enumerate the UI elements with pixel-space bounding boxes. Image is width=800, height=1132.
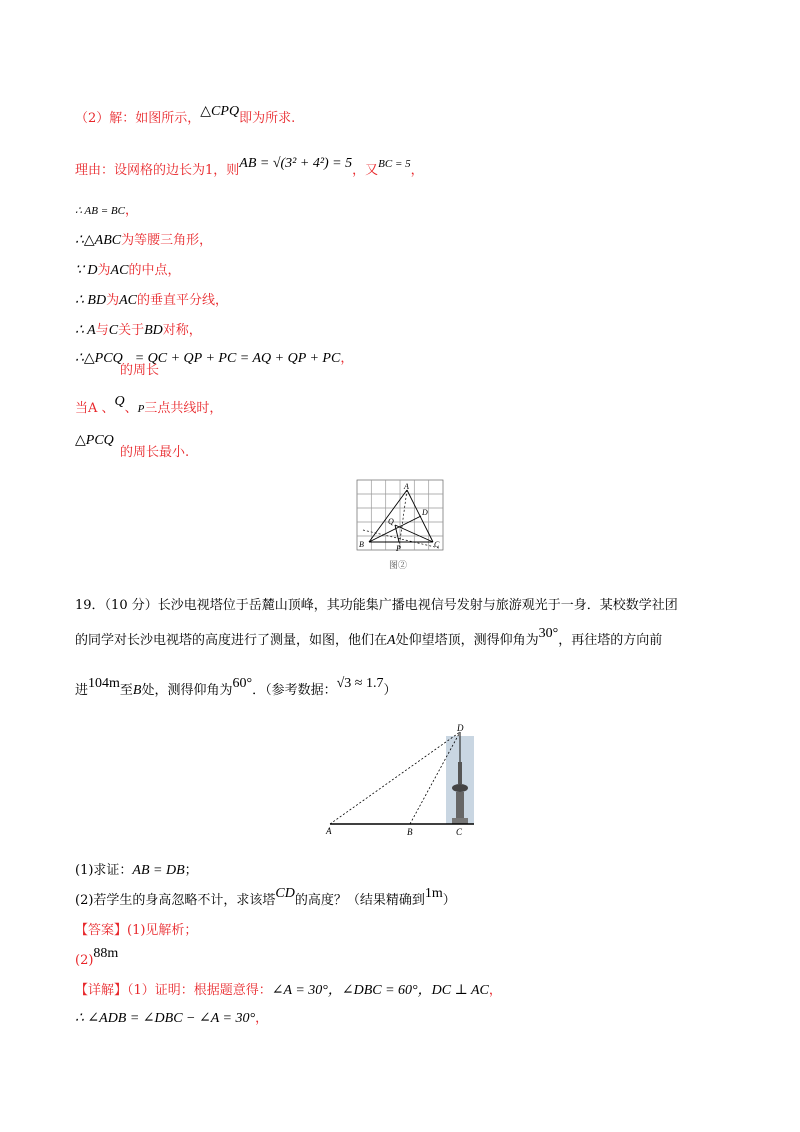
answer-text: (1)见解析； xyxy=(127,923,198,938)
fig19-label-a: A xyxy=(326,826,332,836)
grid-figure xyxy=(355,478,445,553)
minimum-text: 的周长最小. xyxy=(120,445,190,460)
step-math: ∴△ABC xyxy=(75,233,122,248)
q19-line2-mid: 处仰望塔顶，测得仰角为 xyxy=(395,633,539,648)
step-text: 为等腰三角形， xyxy=(121,233,213,248)
fig19-label-b: B xyxy=(407,827,413,837)
tower-figure xyxy=(320,722,480,837)
detail-text: （1）证明：根据题意得： xyxy=(127,983,272,998)
collinear-sep: 、 xyxy=(124,401,138,416)
reason-prefix: 理由：设网格的边长为1，则 xyxy=(75,163,240,178)
q19-line1: 19．（10 分）长沙电视塔位于岳麓山顶峰，其功能集广播电视信号发射与旅游观光于一身．某校数学社团 xyxy=(75,598,678,613)
step-math2: AC xyxy=(119,293,137,308)
last-line xyxy=(75,1010,268,1028)
part2-line xyxy=(75,104,296,128)
q19-point-b: B xyxy=(132,683,142,698)
step-math: ∵ D xyxy=(75,263,98,278)
step-math2: AC xyxy=(110,263,129,278)
minimum-triangle: △PCQ xyxy=(75,433,114,448)
last-end: ， xyxy=(255,1011,269,1026)
fig19-label-d: D xyxy=(457,723,464,733)
collinear-line xyxy=(75,394,223,418)
collinear-suffix: 三点共线时， xyxy=(144,401,223,416)
answer-line xyxy=(75,922,197,940)
sub1-line xyxy=(75,862,198,880)
step-text2: 的垂直平分线， xyxy=(136,293,228,308)
step-text: 与 xyxy=(95,323,109,338)
step-math: ∴ BD xyxy=(75,293,107,308)
part2-suffix: 即为所求. xyxy=(239,111,296,126)
answer2-line xyxy=(75,946,119,970)
sub1-math: AB = DB xyxy=(132,863,185,878)
detail-line xyxy=(75,982,502,1000)
minimum-math xyxy=(75,432,114,450)
fig2-label-p: P xyxy=(396,544,401,553)
q19-line3-prefix: 进 xyxy=(75,683,89,698)
step-math2: C xyxy=(108,323,119,338)
bc-formula: BC = 5 xyxy=(378,158,411,170)
step-text2: 关于 xyxy=(118,323,145,338)
last-math: ∴ ∠ADB = ∠DBC − ∠A = 30° xyxy=(75,1011,256,1026)
step-line xyxy=(75,202,138,220)
fig2-label-a: A xyxy=(404,482,409,491)
sub2-math: CD xyxy=(275,886,295,901)
q19-angle30: 30° xyxy=(538,626,559,641)
step-math3: BD xyxy=(144,323,163,338)
q19-line2-prefix: 的同学对长沙电视塔的高度进行了测量，如图，他们在 xyxy=(75,633,388,648)
sub1-end: ； xyxy=(184,863,198,878)
fig2-label-c: C xyxy=(434,540,440,549)
fig2-label-b: B xyxy=(359,540,364,549)
collinear-q: Q xyxy=(114,394,125,409)
detail-math: ∠A = 30°，∠DBC = 60°，DC ⊥ AC xyxy=(271,983,489,998)
q19-angle60: 60° xyxy=(232,676,253,691)
q19-line3-mid: 至 xyxy=(119,683,133,698)
line-ad xyxy=(330,732,460,824)
fig19-label-c: C xyxy=(456,827,463,837)
step-math: ∴ AB = BC xyxy=(75,205,125,217)
sub2-line xyxy=(75,886,456,910)
q19-line2 xyxy=(75,626,663,650)
step-text3: 对称， xyxy=(162,323,202,338)
step-line xyxy=(75,262,180,280)
part2-prefix: （2）解：如图所示， xyxy=(75,111,201,126)
sub2-end: ） xyxy=(442,893,456,908)
q19-line3-end: ） xyxy=(383,683,397,698)
detail-label: 【详解】 xyxy=(75,983,128,998)
collinear-p: P xyxy=(137,403,145,415)
sub2-prefix: (2)若学生的身高忽略不计，求该塔 xyxy=(75,893,276,908)
q19-line3-mid2: 处，测得仰角为 xyxy=(141,683,233,698)
answer-label: 【答案】 xyxy=(75,923,128,938)
step-text: ， xyxy=(124,203,138,218)
q19-distance: 104m xyxy=(88,676,120,691)
step-text: 为 xyxy=(106,293,120,308)
step-text: 为 xyxy=(97,263,111,278)
sub1-prefix: (1)求证： xyxy=(75,863,133,878)
part2-triangle: △CPQ xyxy=(200,104,240,119)
answer2-value: 88m xyxy=(93,946,119,961)
fig2-label-q: Q xyxy=(388,517,394,526)
reason-line xyxy=(75,156,424,180)
figure2-caption: 图② xyxy=(389,561,408,571)
sub2-mid: 的高度？（结果精确到 xyxy=(294,893,425,908)
step-line xyxy=(75,292,228,310)
perimeter-label: 的周长 xyxy=(120,363,160,378)
answer2-prefix: (2) xyxy=(75,953,94,968)
perimeter-line xyxy=(75,350,353,368)
perimeter-end: ， xyxy=(340,351,354,366)
step-math: ∴ A xyxy=(75,323,96,338)
collinear-prefix: 当A 、 xyxy=(75,401,115,416)
perimeter-formula: = QC + QP + PC = AQ + QP + PC xyxy=(134,351,341,366)
perimeter-math: ∴△PCQ xyxy=(75,351,123,366)
step-line xyxy=(75,232,212,250)
step-text2: 的中点， xyxy=(128,263,181,278)
q19-line3-mid3: ．（参考数据： xyxy=(252,683,337,698)
q19-point-a: A xyxy=(387,633,396,648)
detail-end: ， xyxy=(488,983,502,998)
q19-ref: √3 ≈ 1.7 xyxy=(336,676,384,691)
reason-mid: ，又 xyxy=(352,163,379,178)
ab-formula: AB = √(3² + 4²) = 5 xyxy=(239,156,353,171)
q19-line2-end: ，再往塔的方向前 xyxy=(558,633,663,648)
step-line xyxy=(75,322,202,340)
q19-line3 xyxy=(75,676,397,700)
reason-end: ， xyxy=(410,163,424,178)
sub2-unit: 1m xyxy=(424,886,443,901)
fig2-label-d: D xyxy=(422,508,428,517)
